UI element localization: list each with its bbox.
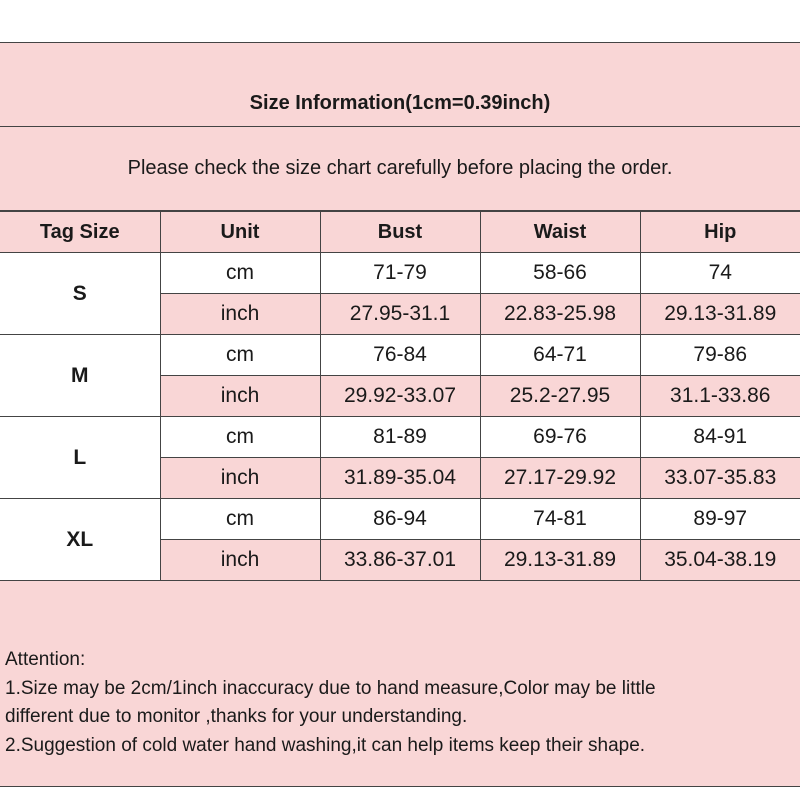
table-row [0,417,800,458]
header-hip: Hip [640,212,800,253]
unit-cell: inch [160,294,320,335]
attention-line: 2.Suggestion of cold water hand washing,it can help items keep their shape. [5,734,646,756]
waist-cell: 64-71 [480,335,640,376]
table-row [0,335,800,376]
header-bust: Bust [320,212,480,253]
bust-cell: 29.92-33.07 [320,376,480,417]
attention-notes [5,646,795,760]
hip-cell: 33.07-35.83 [640,458,800,499]
waist-cell: 74-81 [480,499,640,540]
waist-cell: 69-76 [480,417,640,458]
unit-cell: inch [160,458,320,499]
bust-cell: 27.95-31.1 [320,294,480,335]
size-label-s: S [0,253,160,335]
unit-cell: cm [160,499,320,540]
unit-cell: cm [160,417,320,458]
waist-cell: 27.17-29.92 [480,458,640,499]
size-label-m: M [0,335,160,417]
waist-cell: 58-66 [480,253,640,294]
hip-cell: 84-91 [640,417,800,458]
header-row [0,212,800,253]
size-label-l: L [0,417,160,499]
hip-cell: 89-97 [640,499,800,540]
bust-cell: 33.86-37.01 [320,540,480,581]
size-table [0,211,800,581]
attention-heading: Attention: [5,649,86,670]
hip-cell: 31.1-33.86 [640,376,800,417]
bust-cell: 31.89-35.04 [320,458,480,499]
title-row [0,43,800,127]
notice-row [0,127,800,211]
attention-line: 1.Size may be 2cm/1inch inaccuracy due to hand measure,Color may be little [5,677,656,699]
size-chart [0,42,800,787]
unit-cell: cm [160,253,320,294]
unit-cell: inch [160,540,320,581]
unit-cell: inch [160,376,320,417]
size-label-xl: XL [0,499,160,581]
table-row [0,253,800,294]
header-tag-size: Tag Size [0,212,160,253]
waist-cell: 29.13-31.89 [480,540,640,581]
waist-cell: 22.83-25.98 [480,294,640,335]
bust-cell: 76-84 [320,335,480,376]
header-waist: Waist [480,212,640,253]
bust-cell: 81-89 [320,417,480,458]
hip-cell: 35.04-38.19 [640,540,800,581]
hip-cell: 74 [640,253,800,294]
hip-cell: 79-86 [640,335,800,376]
bust-cell: 86-94 [320,499,480,540]
waist-cell: 25.2-27.95 [480,376,640,417]
notice-text: Please check the size chart carefully before placing the order. [127,157,673,179]
bust-cell: 71-79 [320,253,480,294]
page-title: Size Information(1cm=0.39inch) [249,92,551,114]
table-row [0,499,800,540]
attention-line: different due to monitor ,thanks for your understanding. [5,706,468,727]
unit-cell: cm [160,335,320,376]
header-unit: Unit [160,212,320,253]
hip-cell: 29.13-31.89 [640,294,800,335]
